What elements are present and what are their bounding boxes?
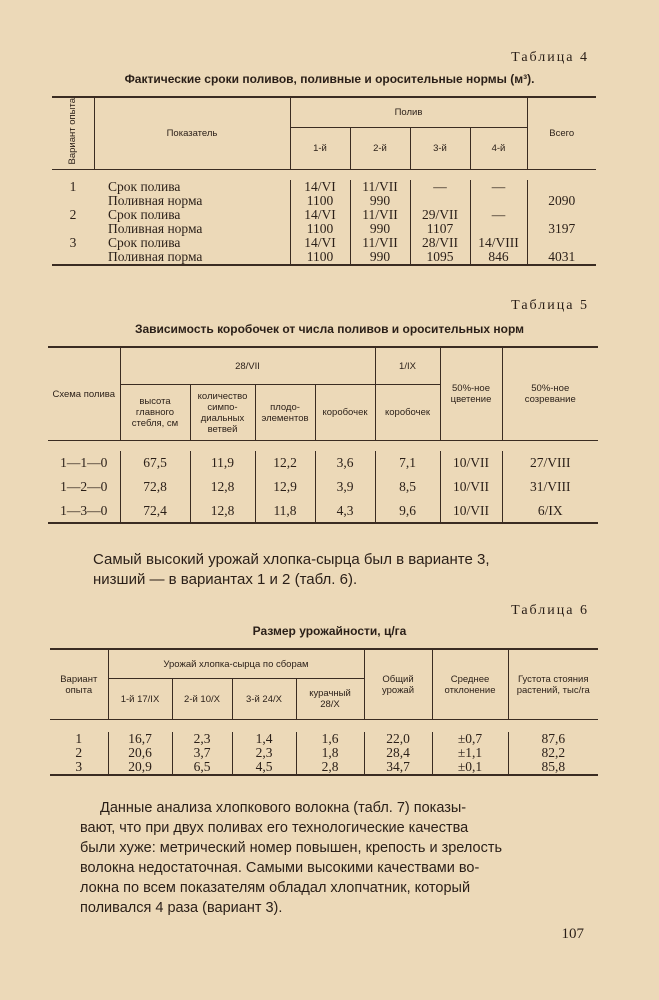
table5-header-ripen: 50%-ное созревание — [502, 347, 598, 441]
table4-title: Фактические сроки поливов, поливные и оросительные нормы (м³). — [124, 72, 535, 86]
table4-header-variant: Вариант опыта — [52, 97, 94, 169]
table4 — [52, 96, 596, 266]
table5-cell: 10/VII — [440, 499, 502, 523]
table6-header-variant: Вариант опыта — [50, 649, 108, 720]
table6-cell: 1,4 — [232, 732, 296, 746]
table4-cell-variant: 3 — [69, 234, 77, 250]
table6-title: Размер урожайности, ц/га — [252, 624, 407, 638]
table-row — [50, 760, 598, 775]
table5-cell: 67,5 — [120, 451, 190, 475]
table5-header-fruit: плодо-элементов — [255, 385, 315, 441]
table5-cell: 3,6 — [315, 451, 375, 475]
table6-header-dev: Среднее отклонение — [432, 649, 508, 720]
paragraph-line: Данные анализа хлопкового волокна (табл. 7) показы- — [100, 800, 467, 816]
paragraph-line: локна по всем показателям обладал хлопчатник, который — [80, 880, 471, 896]
paragraph-line: волокна недостаточная. Самыми высокими качествами во- — [80, 860, 480, 876]
table6-cell: 2,3 — [232, 746, 296, 760]
table6-header-group: Урожай хлопка-сырца по сборам — [108, 649, 364, 679]
table4-cell: 11/VII — [350, 180, 410, 194]
table6-cell: 82,2 — [508, 746, 598, 760]
table4-cell: 990 — [350, 222, 410, 236]
table4-cell-indicator: Поливная норма — [108, 192, 203, 208]
table4-cell-variant: 1 — [69, 178, 77, 194]
table4-cell-total: 4031 — [527, 250, 596, 265]
table-row — [52, 250, 596, 265]
table5-header-flower: 50%-ное цветение — [440, 347, 502, 441]
table5-header-group2: 1/IX — [375, 347, 440, 385]
table6-cell: 4,5 — [232, 760, 296, 775]
table4-cell: 28/VII — [410, 236, 470, 250]
paragraph-line: поливался 4 раза (вариант 3). — [80, 900, 283, 916]
table4-header-4: 4-й — [470, 127, 527, 169]
table4-cell: 990 — [350, 250, 410, 265]
table4-cell-indicator: Поливная норма — [108, 220, 203, 236]
table4-cell-variant — [52, 250, 94, 265]
table4-cell-variant — [52, 222, 94, 236]
table6-cell: 22,0 — [364, 732, 432, 746]
table5-cell: 31/VIII — [502, 475, 598, 499]
table4-cell — [470, 194, 527, 208]
table6-cell: 2,8 — [296, 760, 364, 775]
table4-cell: 14/VI — [290, 236, 350, 250]
table6-cell: 1,6 — [296, 732, 364, 746]
paragraph-line: были хуже: метрический номер повышен, крепость и зрелость — [80, 840, 503, 856]
table4-label: Таблица 4 — [511, 50, 589, 65]
table-row — [52, 194, 596, 208]
paragraph-2 — [80, 798, 590, 918]
table4-cell-indicator: Срок полива — [108, 206, 181, 222]
table6-cell: 2,3 — [172, 732, 232, 746]
table4-cell: — — [470, 208, 527, 222]
table6-cell: ±0,7 — [432, 732, 508, 746]
table-row — [52, 222, 596, 236]
table5-cell: 12,9 — [255, 475, 315, 499]
table4-cell-total: 3197 — [527, 222, 596, 236]
table4-cell-total — [527, 236, 596, 250]
table5-header-boxes1: коробочек — [315, 385, 375, 441]
table6-header-s2: 2-й 10/X — [172, 679, 232, 720]
table6-header-s1: 1-й 17/IX — [108, 679, 172, 720]
table4-cell: 14/VI — [290, 208, 350, 222]
table4-header-2: 2-й — [350, 127, 410, 169]
table4-cell: 1100 — [290, 222, 350, 236]
table6-cell: 6,5 — [172, 760, 232, 775]
table-row — [48, 499, 598, 523]
table-row — [50, 732, 598, 746]
table-row — [52, 236, 596, 250]
table4-cell: 11/VII — [350, 236, 410, 250]
table4-cell-total — [527, 208, 596, 222]
table6 — [50, 648, 598, 776]
table5-cell-scheme: 1—3—0 — [48, 499, 120, 523]
table4-cell — [410, 194, 470, 208]
table4-header-3: 3-й — [410, 127, 470, 169]
table4-cell-total: 2090 — [527, 194, 596, 208]
table5-cell: 27/VIII — [502, 451, 598, 475]
table4-header-indicator: Показатель — [94, 97, 290, 169]
table6-header-s4: курачный 28/X — [296, 679, 364, 720]
table4-cell-variant: 2 — [69, 206, 77, 222]
table-row — [48, 451, 598, 475]
table5-cell: 11,8 — [255, 499, 315, 523]
table4-cell: 990 — [350, 194, 410, 208]
table4-header-1: 1-й — [290, 127, 350, 169]
table4-cell: 1095 — [410, 250, 470, 265]
table6-header-s3: 3-й 24/X — [232, 679, 296, 720]
table4-cell: — — [410, 180, 470, 194]
table5-header-scheme: Схема полива — [48, 347, 120, 441]
table-row — [52, 208, 596, 222]
table4-header-total: Всего — [527, 97, 596, 169]
table6-cell: 34,7 — [364, 760, 432, 775]
table4-cell: 29/VII — [410, 208, 470, 222]
table5-cell: 10/VII — [440, 475, 502, 499]
table5-header-sympodial: количество симпо-диальных ветвей — [190, 385, 255, 441]
table6-cell: ±0,1 — [432, 760, 508, 775]
table5-cell: 3,9 — [315, 475, 375, 499]
table6-cell: 85,8 — [508, 760, 598, 775]
table6-cell-variant: 2 — [75, 745, 83, 760]
table5-header-group1: 28/VII — [120, 347, 375, 385]
table4-cell: 14/VI — [290, 180, 350, 194]
table5-cell: 10/VII — [440, 451, 502, 475]
table4-cell-total — [527, 180, 596, 194]
paragraph-line: низший — в вариантах 1 и 2 (табл. 6). — [93, 571, 358, 588]
table5-title: Зависимость коробочек от числа поливов и оросительных норм — [134, 322, 525, 336]
paragraph-line: вают, что при двух поливах его технологические качества — [80, 820, 469, 836]
table4-cell-indicator: Срок полива — [108, 234, 181, 250]
table6-cell: 20,9 — [108, 760, 172, 775]
table6-cell: 16,7 — [108, 732, 172, 746]
table6-cell-variant: 3 — [50, 760, 108, 775]
table5-cell: 8,5 — [375, 475, 440, 499]
table6-cell: 28,4 — [364, 746, 432, 760]
table5-cell: 12,8 — [190, 499, 255, 523]
table6-cell: 87,6 — [508, 732, 598, 746]
table5-cell: 12,8 — [190, 475, 255, 499]
table6-cell: 20,6 — [108, 746, 172, 760]
table6-cell: 1,8 — [296, 746, 364, 760]
table4-cell-variant — [52, 194, 94, 208]
table5-cell: 9,6 — [375, 499, 440, 523]
table4-cell: 14/VIII — [470, 236, 527, 250]
table5-cell: 12,2 — [255, 451, 315, 475]
table5-cell: 4,3 — [315, 499, 375, 523]
table4-header-irrigation: Полив — [290, 97, 527, 127]
table5-cell: 6/IX — [502, 499, 598, 523]
table6-cell: 3,7 — [172, 746, 232, 760]
table6-cell-variant: 1 — [75, 731, 83, 746]
table5-label: Таблица 5 — [511, 298, 589, 313]
table5-cell-scheme: 1—1—0 — [60, 455, 108, 470]
table6-cell: ±1,1 — [432, 746, 508, 760]
table-row — [50, 746, 598, 760]
table4-cell — [470, 222, 527, 236]
table-row — [48, 475, 598, 499]
table4-cell-indicator: Срок полива — [108, 178, 181, 194]
table5-cell-scheme: 1—2—0 — [60, 479, 108, 494]
page-number: 107 — [561, 926, 584, 942]
table4-cell: 1107 — [410, 222, 470, 236]
table-row — [52, 180, 596, 194]
paragraph-1 — [93, 550, 589, 590]
table4-cell: — — [470, 180, 527, 194]
table4-cell: 11/VII — [350, 208, 410, 222]
table5-cell: 72,8 — [120, 475, 190, 499]
table4-cell: 846 — [470, 250, 527, 265]
table5-header-boxes2: коробочек — [375, 385, 440, 441]
table5-cell: 7,1 — [375, 451, 440, 475]
table4-cell: 1100 — [290, 250, 350, 265]
table5-cell: 11,9 — [190, 451, 255, 475]
table6-header-density: Густота стояния растений, тыс/га — [508, 649, 598, 720]
table6-header-total: Общий урожай — [364, 649, 432, 720]
table5-header-height: высота главного стебля, см — [120, 385, 190, 441]
table6-label: Таблица 6 — [511, 603, 589, 618]
table4-cell-indicator: Поливная порма — [94, 250, 290, 265]
paragraph-line: Самый высокий урожай хлопка-сырца был в варианте 3, — [93, 551, 490, 568]
table4-cell: 1100 — [290, 194, 350, 208]
table5 — [48, 346, 598, 524]
table5-cell: 72,4 — [120, 499, 190, 523]
